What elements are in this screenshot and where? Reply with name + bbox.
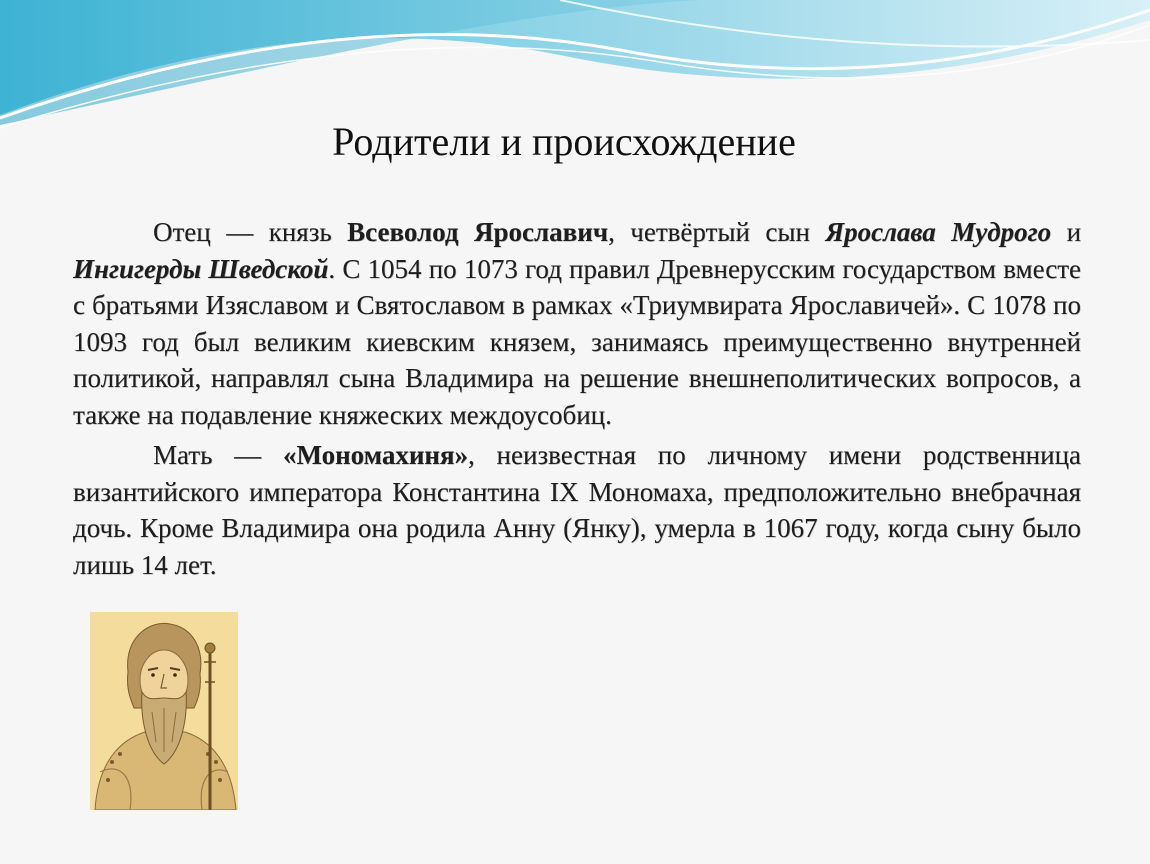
mother-lead: Мать — bbox=[153, 440, 283, 470]
father-and: и bbox=[1051, 217, 1082, 247]
paragraph-mother bbox=[73, 437, 1081, 583]
paragraph-father bbox=[73, 214, 1081, 433]
father-name: Всеволод Ярославич bbox=[347, 217, 609, 247]
grandfather-name: Ярослава Мудрого bbox=[825, 217, 1052, 247]
mother-name: «Мономахиня» bbox=[282, 440, 469, 470]
mother-text: , неизвестная по личному имени родственница византийского императора Константина IX Мономаха, предположительно внебрачная дочь. Кроме Владимира она родила Анну (Янку), умерла в 1067 году, когда сыну было лишь 14 лет. bbox=[73, 440, 1082, 580]
father-text: . С 1054 по 1073 год правил Древнерусским государством вместе с братьями Изяславом и Святославом в рамках «Триумвирата Ярославичей». С 1078 по 1093 год был великим киевским князем, занимаясь преимущественно внутренней политикой, направлял сына Владимира на решение внешнеполитических вопросов, а также на подавление княжеских междоусобиц. bbox=[73, 253, 1081, 430]
slide-title: Родители и происхождение bbox=[332, 119, 796, 164]
slide-body bbox=[73, 214, 1081, 587]
grandmother-name: Ингигерды Шведской bbox=[73, 253, 329, 284]
portrait-image bbox=[90, 612, 238, 810]
father-lead: Отец — князь bbox=[153, 217, 348, 247]
father-mid: , четвёртый сын bbox=[608, 217, 826, 247]
